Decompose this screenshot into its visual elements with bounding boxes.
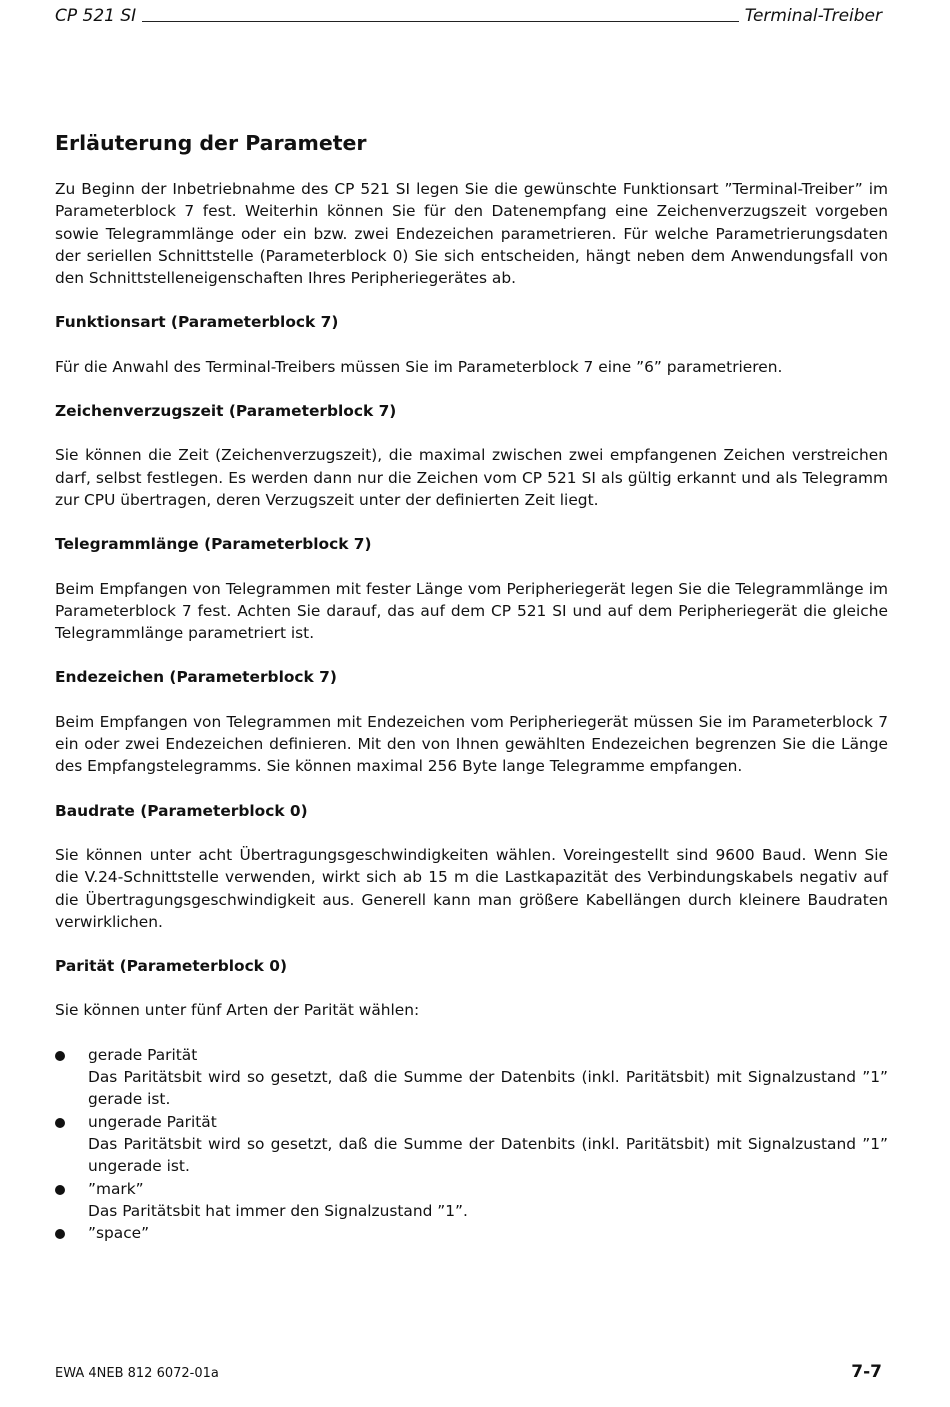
parity-option-label: ungerade Parität bbox=[88, 1112, 217, 1131]
section-text-zeichenverzugszeit: Sie können die Zeit (Zeichenverzugszeit), die maximal zwischen zwei empfangenen Zeichen verstreichen darf, selbst festlegen. Es werden dann nur die Zeichen vom CP 521 SI als gültig erkannt und als Telegramm zur CPU übertragen, deren Verzugszeit unter der definierten Zeit liegt. bbox=[55, 446, 888, 509]
parity-option-label: ”space” bbox=[88, 1224, 150, 1243]
section-text-baudrate: Sie können unter acht Übertragungsgeschwindigkeiten wählen. Voreingestellt sind 9600 Baud. Wenn Sie die V.24-Schnittstelle verwenden, wirkt sich ab 15 m die Lastkapazität des Verbindungskabels negativ auf die Übertragungsgeschwindigkeit aus. Generell kann man größere Kabellängen durch kleinere Baudraten verwirklichen. bbox=[55, 845, 888, 931]
parity-option-desc: Das Paritätsbit hat immer den Signalzustand ”1”. bbox=[88, 1201, 468, 1220]
parity-option-desc: Das Paritätsbit wird so gesetzt, daß die Summe der Datenbits (inkl. Paritätsbit) mit Signalzustand ”1” ungerade ist. bbox=[88, 1134, 888, 1176]
list-item bbox=[55, 1044, 888, 1111]
parity-option-label: gerade Parität bbox=[88, 1045, 198, 1064]
section-heading-paritaet: Parität (Parameterblock 0) bbox=[55, 957, 288, 976]
section-heading-telegrammlaenge: Telegrammlänge (Parameterblock 7) bbox=[55, 535, 372, 554]
page-header bbox=[55, 0, 882, 26]
document-number: EWA 4NEB 812 6072-01a bbox=[55, 1366, 219, 1381]
parity-option-label: ”mark” bbox=[88, 1179, 144, 1198]
bullet-icon bbox=[55, 1229, 65, 1239]
section-text-funktionsart: Für die Anwahl des Terminal-Treibers müssen Sie im Parameterblock 7 eine ”6” parametrieren. bbox=[55, 357, 783, 376]
bullet-icon bbox=[55, 1118, 65, 1128]
page-number: 7-7 bbox=[851, 1362, 882, 1382]
section-heading-endezeichen: Endezeichen (Parameterblock 7) bbox=[55, 668, 337, 687]
section-text-endezeichen: Beim Empfangen von Telegrammen mit Endezeichen vom Peripheriegerät müssen Sie im Parameterblock 7 ein oder zwei Endezeichen definieren. Mit den von Ihnen gewählten Endezeichen begrenzen Sie die Länge des Empfangstelegramms. Sie können maximal 256 Byte lange Telegramme empfangen. bbox=[55, 712, 888, 776]
parity-option-desc: Das Paritätsbit wird so gesetzt, daß die Summe der Datenbits (inkl. Paritätsbit) mit Signalzustand ”1” gerade ist. bbox=[88, 1068, 888, 1109]
bullet-icon bbox=[55, 1051, 65, 1061]
list-item bbox=[55, 1178, 888, 1223]
section-heading-zeichenverzugszeit: Zeichenverzugszeit (Parameterblock 7) bbox=[55, 402, 397, 421]
bullet-icon bbox=[55, 1185, 65, 1195]
section-text-telegrammlaenge: Beim Empfangen von Telegrammen mit fester Länge vom Peripheriegerät legen Sie die Telegrammlänge im Parameterblock 7 fest. Achten Sie darauf, das auf dem CP 521 SI und auf dem Peripheriegerät die gleiche Telegrammlänge parametriert ist. bbox=[55, 579, 888, 643]
page-footer bbox=[55, 1362, 882, 1386]
list-item bbox=[55, 1111, 888, 1178]
list-item bbox=[55, 1222, 888, 1244]
intro-paragraph: Zu Beginn der Inbetriebnahme des CP 521 SI legen Sie die gewünschte Funktionsart ”Terminal-Treiber” im Parameterblock 7 fest. Weiterhin können Sie für den Datenempfang eine Zeichenverzugszeit vorgeben sowie Telegrammlänge oder ein bzw. zwei Endezeichen parametrieren. Für welche Parametrierungsdaten der seriellen Schnittstelle (Parameterblock 0) Sie sich entscheiden, hängt neben dem Anwendungsfall von den Schnittstelleneigenschaften Ihres Peripheriegerätes ab. bbox=[55, 180, 888, 288]
page-content bbox=[55, 128, 888, 1244]
page-title: Erläuterung der Parameter bbox=[55, 131, 367, 155]
section-heading-baudrate: Baudrate (Parameterblock 0) bbox=[55, 801, 308, 820]
parity-options-list bbox=[55, 1044, 888, 1245]
header-device-name: CP 521 SI bbox=[55, 6, 137, 26]
header-rule bbox=[142, 21, 739, 22]
section-text-paritaet: Sie können unter fünf Arten der Parität wählen: bbox=[55, 1001, 420, 1020]
header-chapter-title: Terminal-Treiber bbox=[744, 6, 882, 26]
section-heading-funktionsart: Funktionsart (Parameterblock 7) bbox=[55, 313, 339, 332]
